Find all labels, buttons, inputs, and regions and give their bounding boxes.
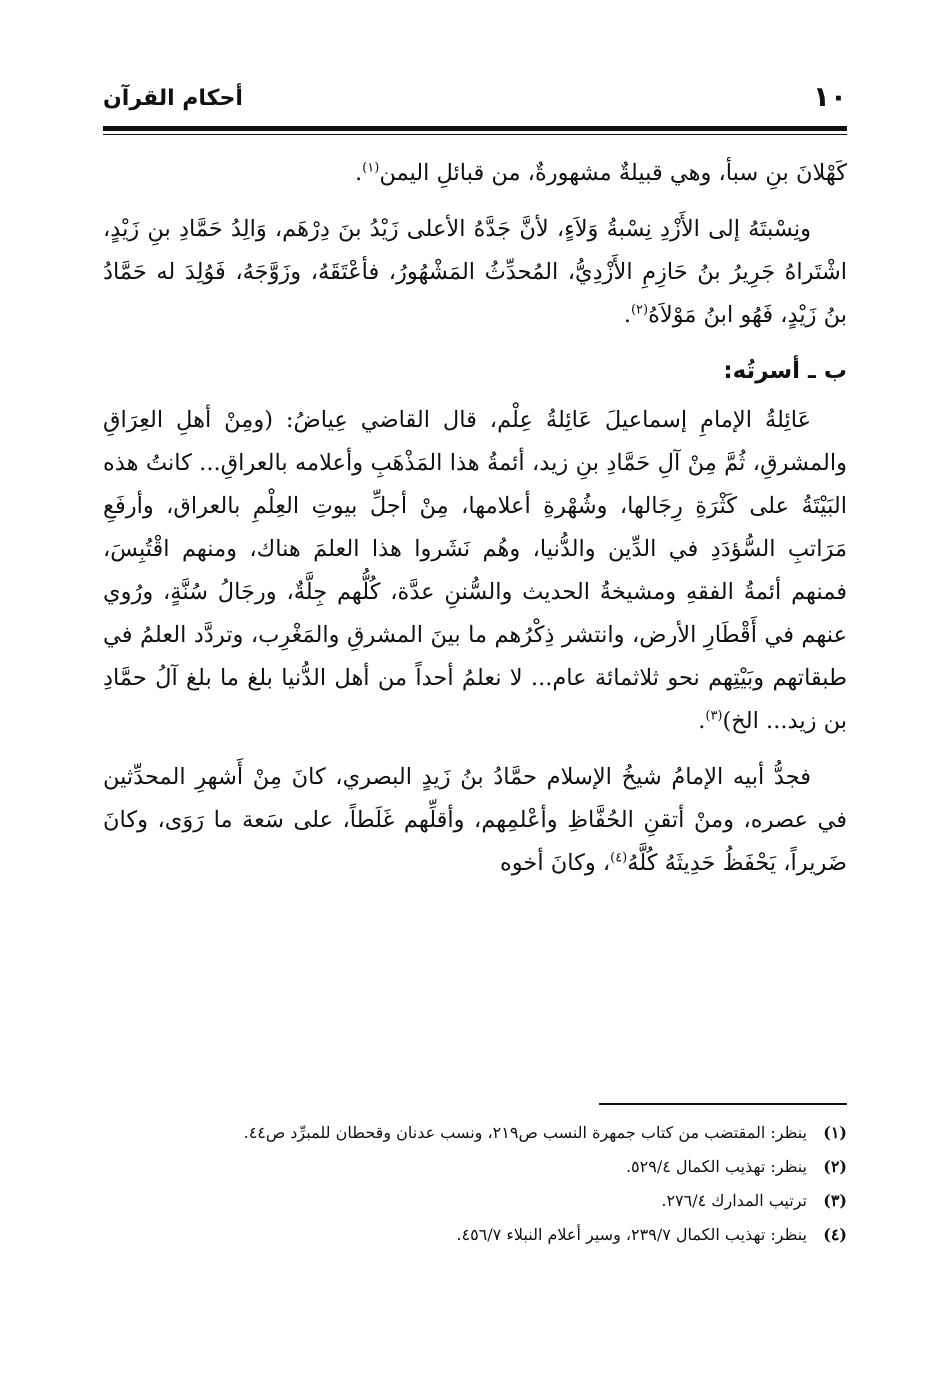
footnote-number: (٢) — [823, 1157, 847, 1176]
footnote-number: (٣) — [823, 1191, 847, 1210]
paragraph-2: ونِسْبتَهُ إلى الأَزْدِ نِسْبةُ وَلاَءٍ، لأنَّ جَدَّهُ الأعلى زَيْدُ بنَ دِرْهَم، وَالِدُ حَمَّادِ بنِ زَيْدٍ، اشْتَراهُ جَرِيرُ بنُ حَازِمِ الأَزْدِيُّ، المُحدِّثُ المَشْهُورُ، فأعْتَقَهُ، وزَوَّجَهُ، فَوُلِدَ له حَمَّادُ بنُ زَيْدٍ، فَهُو ابنُ مَوْلاَهُ$^{(٢)}$. — [103, 216, 847, 328]
paragraph-1: كَهْلانَ بنِ سبأ، وهي قبيلةٌ مشهورةٌ، من قبائلِ اليمن$^{(١)}$. — [355, 160, 847, 186]
page-header — [103, 60, 847, 120]
footnote-item — [103, 1186, 847, 1216]
main-text — [103, 152, 847, 898]
book-page — [103, 60, 847, 1360]
footnote-ref-2: (٢) — [630, 302, 649, 318]
footnote-text: ينظر: تهذيب الكمال ٢٣٩/٧، وسير أعلام النبلاء ٤٥٦/٧. — [456, 1225, 807, 1244]
footnote-ref-1: (١) — [362, 160, 380, 176]
running-title: أحكام القرآن — [103, 86, 243, 111]
footnote-number: (٤) — [823, 1225, 847, 1244]
footnote-ref-4: (٤) — [610, 850, 628, 866]
footnote-item — [103, 1118, 847, 1148]
header-rule-thick — [103, 126, 847, 131]
footnote-item — [103, 1152, 847, 1182]
header-rule-thin — [103, 134, 847, 135]
footnote-separator — [599, 1103, 847, 1105]
footnote-text: ينظر: المقتضب من كتاب جمهرة النسب ص٢١٩، ونسب عدنان وقحطان للمبرِّد ص٤٤. — [243, 1123, 807, 1142]
footnote-text: ينظر: تهذيب الكمال ٥٢٩/٤. — [625, 1157, 807, 1176]
page-number: ١٠ — [812, 80, 847, 113]
paragraph-4: فجدُّ أبيه الإمامُ شيخُ الإسلام حمَّادُ بنُ زَيدٍ البصري، كانَ مِنْ أَشهرِ المحدِّثين في عصره، ومنْ أتقنِ الحُفَّاظِ وأعْلمِهم، وأقلِّهم غَلَطاً، على سَعة ما رَوَى، وكانَ ضَريراً، يَحْفَظُ حَدِيثَهُ كُلَّهُ$^{(٤)}$، وكانَ أخوه — [103, 764, 847, 876]
footnote-item — [103, 1220, 847, 1250]
section-heading: ب ـ أسرتُه: — [723, 358, 847, 384]
footnotes — [103, 1118, 847, 1254]
paragraph-3: عَائِلةُ الإمامِ إسماعيلَ عَائِلةُ عِلْم، قال القاضي عِياضُ: (ومِنْ أهلِ العِرَاقِ والمشرقِ، ثُمَّ مِنْ آلِ حَمَّادِ بنِ زيد، أئمةُ هذا المَذْهَبِ وأعلامه بالعراقِ... كانتُ هذه البَيْتَةُ على كَثْرَةِ رِجَالها، وشُهْرةِ أعلامها، مِنْ أجلِّ بيوتِ العِلْمِ بالعراق، وأرفَعِ مَرَاتبِ السُّؤدَدِ في الدِّين والدُّنيا، وهُم نَشَروا هذا العلمَ هناك، ومنهم اقْتُبِسَ، فمنهم أئمةُ الفقهِ ومشيخةُ الحديث والسُّننِ عدَّة، كُلُّهم جِلَّةٌ، ورجَالُ سُنَّةٍ، ورُوي عنهم في أَقْطَارِ الأرض، وانتشر ذِكْرُهم ما بينَ المشرقِ والمَغْرِب، وتردَّد العلمُ في طبقاتهم وبَيْتِهم نحو ثلاثمائة عام... لا نعلمُ أحداً من أهل الدُّنيا بلغ ما بلغ آلُ حمَّادِ بن زيد... الخ)$^{(٣)}$. — [103, 407, 847, 734]
footnote-ref-3: (٣) — [705, 708, 723, 724]
footnote-number: (١) — [823, 1123, 847, 1142]
footnote-text: ترتيب المدارك ٢٧٦/٤. — [661, 1191, 807, 1210]
